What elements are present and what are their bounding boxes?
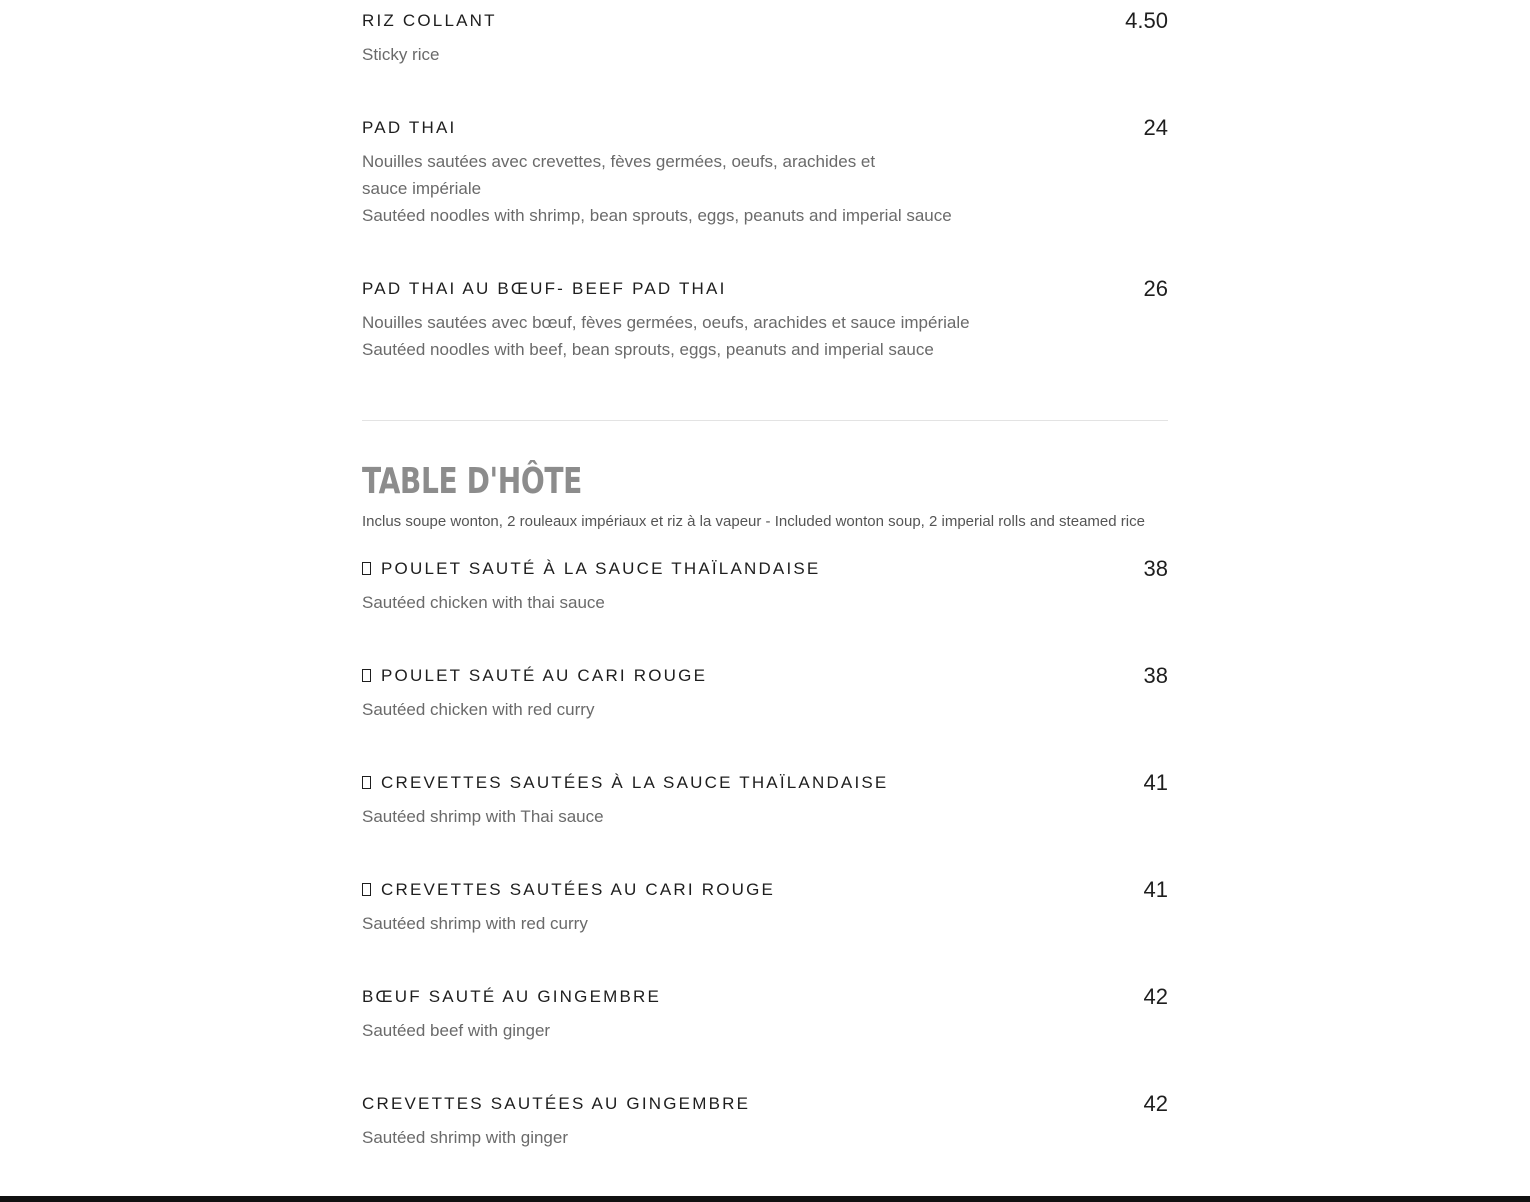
item-description-line: Sautéed noodles with shrimp, bean sprouts, eggs, peanuts and imperial sauce (362, 206, 952, 225)
item-price: 26 (1143, 276, 1168, 301)
item-price: 42 (1143, 1091, 1168, 1116)
item-name: BŒUF SAUTÉ AU GINGEMBRE (362, 987, 662, 1006)
item-description (362, 910, 1168, 937)
item-description (362, 803, 1168, 830)
item-description (362, 589, 1168, 616)
item-description-line: Sautéed chicken with thai sauce (362, 593, 605, 612)
item-description-line: Nouilles sautées avec crevettes, fèves germées, oeufs, arachides et (362, 152, 876, 171)
item-price: 38 (1143, 556, 1168, 581)
item-description-line: Sautéed shrimp with ginger (362, 1128, 569, 1147)
square-bullet-icon (362, 562, 371, 575)
menu-item (362, 278, 1168, 363)
item-name-text: CREVETTES SAUTÉES AU CARI ROUGE (381, 880, 776, 899)
item-description-line: Sautéed shrimp with red curry (362, 914, 588, 933)
item-description (362, 41, 1168, 68)
item-name-text: POULET SAUTÉ AU CARI ROUGE (381, 666, 708, 685)
item-description-line: Sautéed shrimp with Thai sauce (362, 807, 604, 826)
item-name (362, 879, 1168, 901)
item-description-line: Sticky rice (362, 45, 440, 64)
item-description (362, 1124, 1168, 1151)
section-divider (362, 420, 1168, 421)
section-note: Inclus soupe wonton, 2 rouleaux impériaux et riz à la vapeur - Included wonton soup, 2 imperial rolls and steamed rice (362, 513, 1145, 530)
square-bullet-icon (362, 669, 371, 682)
item-description (362, 696, 1168, 723)
item-description-line: sauce impériale (362, 179, 482, 198)
item-name (362, 665, 1168, 687)
item-name (362, 558, 1168, 580)
item-name: CREVETTES SAUTÉES AU GINGEMBRE (362, 1094, 751, 1113)
menu-item (362, 772, 1168, 830)
menu-item (362, 10, 1168, 68)
item-price: 41 (1143, 877, 1168, 902)
menu-item (362, 558, 1168, 616)
item-description-line: Sautéed chicken with red curry (362, 700, 595, 719)
item-description (362, 148, 1168, 229)
item-description-line: Sautéed noodles with beef, bean sprouts, eggs, peanuts and imperial sauce (362, 340, 934, 359)
square-bullet-icon (362, 776, 371, 789)
menu-item (362, 117, 1168, 229)
item-description-line: Nouilles sautées avec bœuf, fèves germées, oeufs, arachides et sauce impériale (362, 313, 970, 332)
section-title: TABLE D'HÔTE (362, 461, 582, 502)
menu-item (362, 665, 1168, 723)
item-name-text: CREVETTES SAUTÉES À LA SAUCE THAÏLANDAISE (381, 773, 889, 792)
item-name: PAD THAI AU BŒUF- BEEF PAD THAI (362, 279, 727, 298)
item-price: 42 (1143, 984, 1168, 1009)
menu-item (362, 1093, 1168, 1151)
item-name-text: POULET SAUTÉ À LA SAUCE THAÏLANDAISE (381, 559, 821, 578)
menu-item (362, 879, 1168, 937)
item-price: 38 (1143, 663, 1168, 688)
square-bullet-icon (362, 883, 371, 896)
item-name: PAD THAI (362, 118, 457, 137)
item-name (362, 772, 1168, 794)
item-price: 41 (1143, 770, 1168, 795)
item-price: 24 (1143, 115, 1168, 140)
menu-item (362, 986, 1168, 1044)
item-description (362, 1017, 1168, 1044)
item-price: 4.50 (1125, 8, 1168, 33)
item-description (362, 309, 1168, 363)
footer-bar (0, 1196, 1530, 1202)
item-name: RIZ COLLANT (362, 11, 497, 30)
item-description-line: Sautéed beef with ginger (362, 1021, 551, 1040)
